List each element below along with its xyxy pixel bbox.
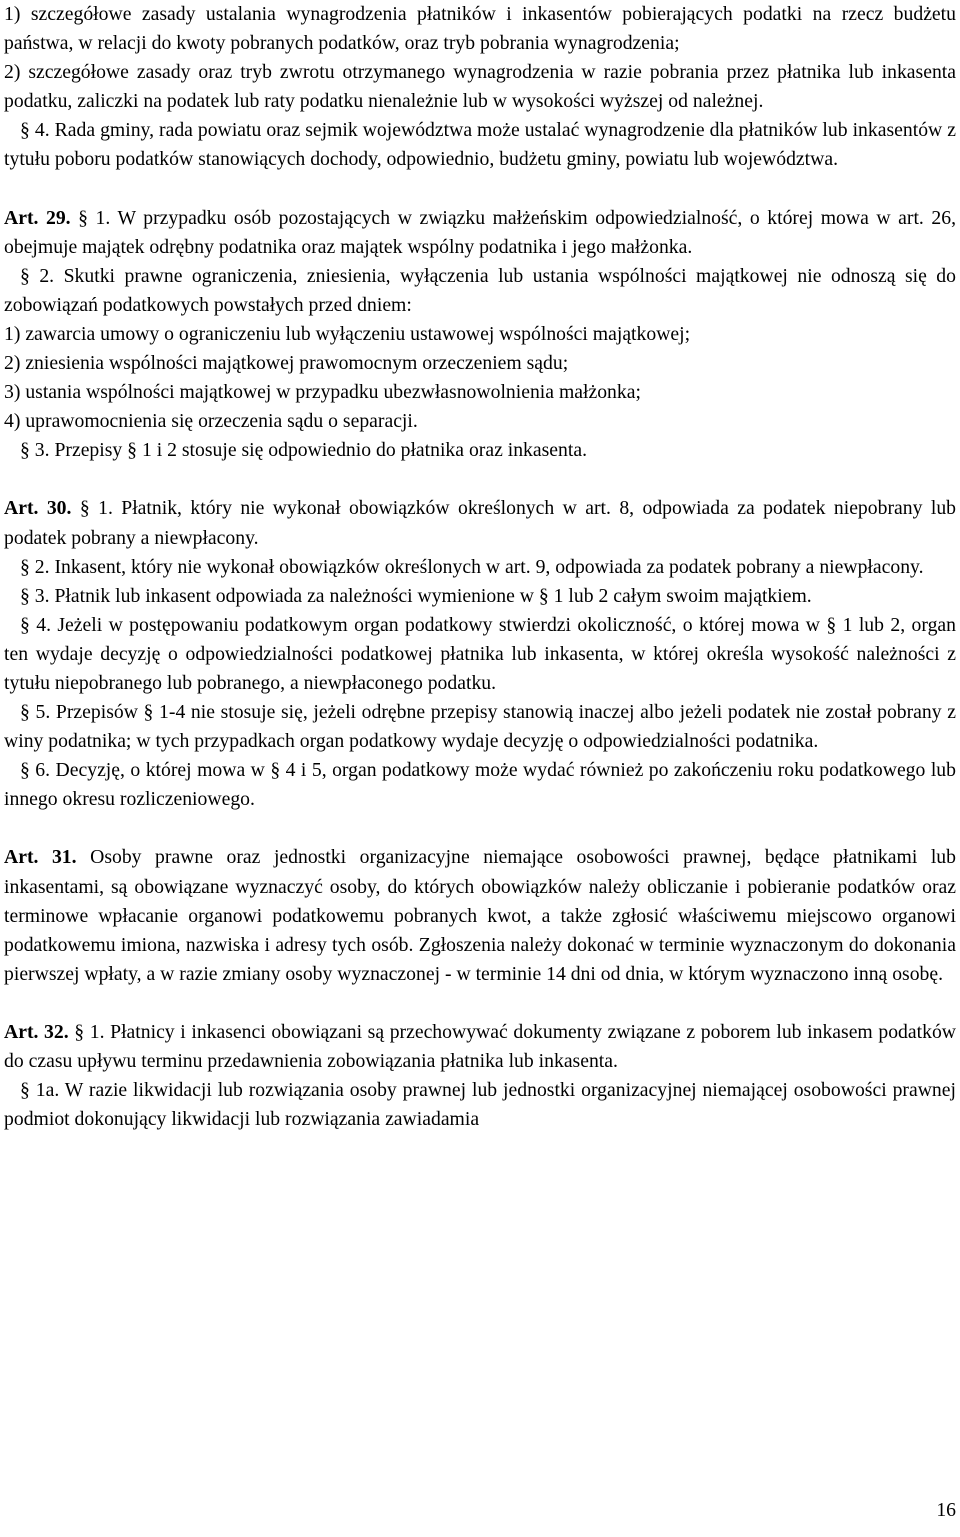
paragraph-text: 4) uprawomocnienia się orzeczenia sądu o separacji. bbox=[4, 410, 418, 433]
paragraph-text: 2) szczegółowe zasady oraz tryb zwrotu otrzymanego wynagrodzenia w razie pobrania przez płatnika lub inkasenta podatku, zaliczki na podatek lub raty podatku nienależnie lub w wysokości wyższej od należnej. bbox=[4, 61, 956, 113]
paragraph-gap bbox=[4, 175, 956, 204]
paragraph-text: § 3. Płatnik lub inkasent odpowiada za należności wymienione w § 1 lub 2 całym swoim majątkiem. bbox=[20, 584, 812, 607]
paragraph bbox=[4, 349, 956, 378]
paragraph bbox=[4, 698, 956, 756]
document-body bbox=[4, 0, 956, 1134]
paragraph bbox=[4, 320, 956, 349]
paragraph-text: § 2. Inkasent, który nie wykonał obowiązków określonych w art. 9, odpowiada za podatek pobrany a niewpłacony. bbox=[20, 555, 924, 578]
paragraph bbox=[4, 436, 956, 465]
paragraph bbox=[4, 407, 956, 436]
article-paragraph bbox=[4, 204, 956, 262]
paragraph-gap bbox=[4, 989, 956, 1018]
paragraph-text: 3) ustania wspólności majątkowej w przypadku ubezwłasnowolnienia małżonka; bbox=[4, 381, 641, 404]
paragraph bbox=[4, 58, 956, 116]
paragraph-text: 1) szczegółowe zasady ustalania wynagrodzenia płatników i inkasentów pobierających podatki na rzecz budżetu państwa, w relacji do kwoty pobranych podatków, oraz tryb pobrania wynagrodzenia; bbox=[4, 3, 956, 55]
paragraph-text: § 3. Przepisy § 1 i 2 stosuje się odpowiednio do płatnika oraz inkasenta. bbox=[20, 439, 588, 462]
paragraph-text: § 6. Decyzję, o której mowa w § 4 i 5, organ podatkowy może wydać również po zakończeniu roku podatkowego lub innego okresu rozliczeniowego. bbox=[4, 759, 956, 811]
paragraph bbox=[4, 262, 956, 320]
paragraph-gap bbox=[4, 814, 956, 843]
paragraph bbox=[4, 611, 956, 698]
paragraph bbox=[4, 553, 956, 582]
paragraph bbox=[4, 756, 956, 814]
article-paragraph bbox=[4, 494, 956, 552]
paragraph-text: § 1a. W razie likwidacji lub rozwiązania osoby prawnej lub jednostki organizacyjnej niemającej osobowości prawnej podmiot dokonujący likwidacji lub rozwiązania zawiadamia bbox=[4, 1079, 956, 1131]
paragraph bbox=[4, 378, 956, 407]
article-paragraph bbox=[4, 843, 956, 988]
paragraph-text: § 2. Skutki prawne ograniczenia, zniesienia, wyłączenia lub ustania wspólności majątkowej nie odnoszą się do zobowiązań podatkowych powstałych przed dniem: bbox=[4, 264, 956, 316]
article-paragraph bbox=[4, 1018, 956, 1076]
paragraph-text: 1) zawarcia umowy o ograniczeniu lub wyłączeniu ustawowej wspólności majątkowej; bbox=[4, 322, 691, 345]
paragraph-gap bbox=[4, 465, 956, 494]
paragraph-text: § 1. Płatnicy i inkasenci obowiązani są przechowywać dokumenty związane z poborem lub inkasem podatków do czasu upływu terminu przedawnienia zobowiązania płatnika lub inkasenta. bbox=[4, 1020, 957, 1072]
article-number: Art. 32. bbox=[4, 1020, 69, 1043]
paragraph-text: § 1. Płatnik, który nie wykonał obowiązków określonych w art. 8, odpowiada za podatek niepobrany lub podatek pobrany a niewpłacony. bbox=[4, 497, 957, 549]
paragraph bbox=[4, 582, 956, 611]
article-number: Art. 31. bbox=[4, 846, 77, 869]
page-number: 16 bbox=[936, 1499, 956, 1521]
paragraph-text: § 4. Jeżeli w postępowaniu podatkowym organ podatkowy stwierdzi okoliczność, o której mowa w § 1 lub 2, organ ten wydaje decyzję o odpowiedzialności podatkowej płatnika lub inkasenta, w której określa wysokość należności z tytułu niepobranego lub pobranego, a niewpłaconego podatku. bbox=[4, 613, 956, 694]
paragraph-text: Osoby prawne oraz jednostki organizacyjne niemające osobowości prawnej, będące płatnikami lub inkasentami, są obowiązane wyznaczyć osoby, do których obowiązków należy obliczanie i pobieranie podatków oraz terminowe wpłacanie organowi podatkowemu pobranych kwot, a także zgłosić właściwemu miejscowo organowi podatkowemu imiona, nazwiska i adresy tych osób. Zgłoszenia należy dokonać w terminie wyznaczonym do dokonania pierwszej wpłaty, a w razie zmiany osoby wyznaczonej - w terminie 14 dni od dnia, w którym wyznaczono inną osobę. bbox=[4, 846, 956, 985]
paragraph-text: 2) zniesienia wspólności majątkowej prawomocnym orzeczeniem sądu; bbox=[4, 352, 569, 375]
paragraph bbox=[4, 116, 956, 174]
paragraph-text: § 5. Przepisów § 1-4 nie stosuje się, jeżeli odrębne przepisy stanowią inaczej albo jeżeli podatek nie został pobrany z winy podatnika; w tych przypadkach organ podatkowy wydaje decyzję o odpowiedzialności podatnika. bbox=[4, 701, 956, 753]
paragraph-text: § 1. W przypadku osób pozostających w związku małżeńskim odpowiedzialność, o której mowa w art. 26, obejmuje majątek odrębny podatnika oraz majątek wspólny podatnika i jego małżonka. bbox=[4, 206, 956, 258]
article-number: Art. 30. bbox=[4, 497, 72, 520]
paragraph bbox=[4, 0, 956, 58]
paragraph bbox=[4, 1076, 956, 1134]
article-number: Art. 29. bbox=[4, 206, 71, 229]
paragraph-text: § 4. Rada gminy, rada powiatu oraz sejmik województwa może ustalać wynagrodzenie dla płatników lub inkasentów z tytułu poboru podatków stanowiących dochody, odpowiednio, budżetu gminy, powiatu lub województwa. bbox=[4, 119, 956, 171]
